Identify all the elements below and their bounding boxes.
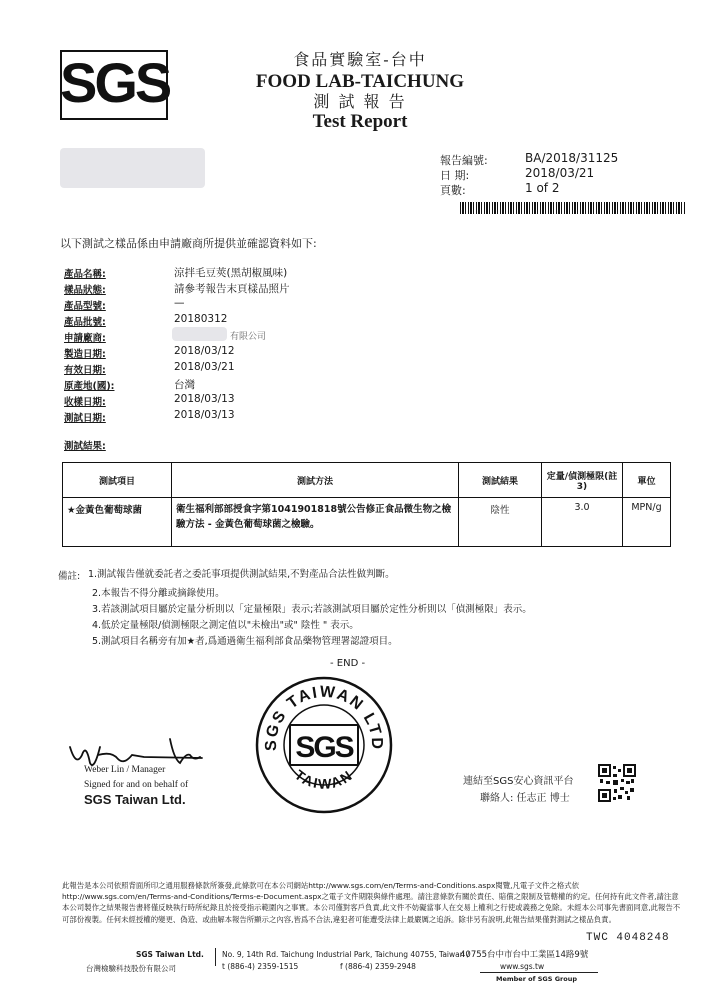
note-item: 2.本報告不得分離或摘錄使用。	[92, 588, 225, 599]
signer-company: SGS Taiwan Ltd.	[84, 792, 186, 807]
report-date: 2018/03/21	[525, 166, 595, 180]
report-no: BA/2018/31125	[525, 151, 619, 165]
header-test-result: 測試結果	[459, 463, 542, 498]
qr-code	[598, 764, 636, 802]
seal-top-text: SGS TAIWAN LTD	[262, 683, 386, 752]
legal-disclaimer: 此報告是本公司依照背面所印之通用服務條款所簽發,此條款可在本公司網站http://www.sgs.com/en/Terms-and-Conditions.aspx閱覽,凡電子文件之格式依http://www.sgs.com/en/Terms-and-Conditions/Terms-e-Document.aspx之電子文件期限與條件處理。請注意條款有關於責任、賠償之限制及管轄權的約定。任何持有此文件者,請注意本公司製作之結果報告書將僅反映執行時所紀錄且於接受指示範圍內之事實。本公司僅對客戶負責,此文件不妨礙當事人在交易上權利之行使或義務之免除。未經本公司事先書面同意,此報告不可部份複製。任何未經授權的變更、偽造、或曲解本報告所顯示之內容,皆爲不合法,違犯者可能遭受法律上最嚴厲之追訴。除非另有說明,此報告結果僅對測試之樣品負責。	[62, 881, 681, 924]
notes-prefix: 備註:	[58, 571, 81, 582]
results-table	[62, 462, 671, 547]
header-report-en: Test Report	[312, 111, 408, 132]
redacted-area	[60, 148, 205, 188]
intro-text: 以下測試之樣品係由申請廠商所提供並確認資料如下:	[60, 237, 317, 250]
results-title: 測試結果:	[64, 441, 106, 452]
footer-company-cn: 台灣檢驗科技股份有限公司	[86, 964, 176, 973]
footer-address-cn: 40755台中市台中工業區14路9號	[460, 950, 589, 960]
signed-for-text: Signed for and on behalf of	[84, 780, 189, 790]
field-label: 有效日期:	[64, 365, 106, 376]
verify-platform-text: 連結至SGS安心資訊平台	[463, 776, 574, 787]
field-value: 涼拌毛豆莢(黑胡椒風味)	[174, 267, 288, 279]
field-label: 測試日期:	[64, 413, 106, 424]
table-row	[63, 498, 671, 547]
seal-bottom-text: TAIWAN	[291, 766, 357, 792]
header-report-cn: 測 試 報 告	[313, 92, 407, 111]
cell-test-item: ★金黃色葡萄球菌	[63, 498, 172, 547]
report-no-label: 報告編號:	[440, 154, 488, 167]
note-item: 4.低於定量極限/偵測極限之測定值以"未檢出"或" 陰性 " 表示。	[92, 620, 359, 631]
footer-divider	[215, 948, 216, 966]
note-item: 1.測試報告僅就委託者之委託事項提供測試結果,不對產品合法性做判斷。	[88, 569, 395, 580]
field-label: 申請廠商:	[64, 333, 106, 344]
field-value: 台灣	[174, 379, 195, 391]
field-label: 產品名稱:	[64, 269, 106, 280]
field-label: 製造日期:	[64, 349, 106, 360]
field-label: 產品批號:	[64, 317, 106, 328]
header-title-en: FOOD LAB-TAICHUNG	[255, 71, 465, 92]
company-seal	[254, 675, 394, 815]
svg-text:TAIWAN	[292, 766, 356, 791]
footer-address-en: No. 9, 14th Rd. Taichung Industrial Park, Taichung 40755, Taiwan /	[222, 950, 470, 959]
footer-web: www.sgs.tw	[500, 962, 545, 971]
seal-center-text: SGS	[295, 731, 353, 764]
field-value: 20180312	[174, 313, 228, 325]
field-value: 2018/03/21	[174, 361, 235, 373]
field-label: 收樣日期:	[64, 397, 106, 408]
end-marker: - END -	[330, 658, 366, 669]
field-value: 2018/03/12	[174, 345, 235, 357]
field-value: —	[174, 297, 185, 309]
date-label: 日 期:	[440, 169, 470, 182]
field-value: 有限公司	[230, 332, 267, 342]
header-limit: 定量/偵測極限(註3)	[542, 463, 623, 498]
cell-limit: 3.0	[542, 498, 623, 547]
field-label: 原產地(國):	[64, 381, 115, 392]
cell-test-method: 衛生福利部部授食字第1041901818號公告修正食品微生物之檢驗方法 - 金黃色葡萄球菌之檢驗。	[172, 498, 459, 547]
contact-person: 聯絡人: 任志正 博士	[480, 793, 570, 804]
footer-company-en: SGS Taiwan Ltd.	[136, 950, 204, 959]
redacted-applicant	[172, 327, 227, 341]
barcode	[460, 202, 685, 214]
note-item: 5.測試項目名稱旁有加★者,爲通過衛生福利部食品藥物管理署認證項目。	[92, 636, 398, 647]
header-test-method: 測試方法	[172, 463, 459, 498]
footer-rule	[480, 972, 598, 973]
header-title-cn: 食品實驗室-台中	[293, 50, 427, 69]
field-value: 請參考報告末頁樣品照片	[174, 283, 290, 295]
footer-fax: f (886-4) 2359-2948	[340, 962, 416, 971]
page-label: 頁數:	[440, 184, 466, 197]
cell-unit: MPN/g	[623, 498, 671, 547]
footer-member: Member of SGS Group	[496, 975, 577, 983]
field-label: 產品型號:	[64, 301, 106, 312]
table-header-row	[63, 463, 671, 498]
field-label: 樣品狀態:	[64, 285, 106, 296]
sgs-logo: SGS	[60, 51, 170, 114]
note-item: 3.若該測試項目屬於定量分析則以「定量極限」表示;若該測試項目屬於定性分析則以「偵測極限」表示。	[92, 604, 532, 615]
field-value: 2018/03/13	[174, 393, 235, 405]
header-test-item: 測試項目	[63, 463, 172, 498]
signer-name-title: Weber Lin / Manager	[84, 765, 166, 775]
page-count: 1 of 2	[525, 181, 560, 195]
document-code: TWC 4048248	[586, 932, 670, 944]
field-value: 2018/03/13	[174, 409, 235, 421]
footer-tel: t (886-4) 2359-1515	[222, 962, 299, 971]
header-unit: 單位	[623, 463, 671, 498]
cell-result: 陰性	[459, 498, 542, 547]
